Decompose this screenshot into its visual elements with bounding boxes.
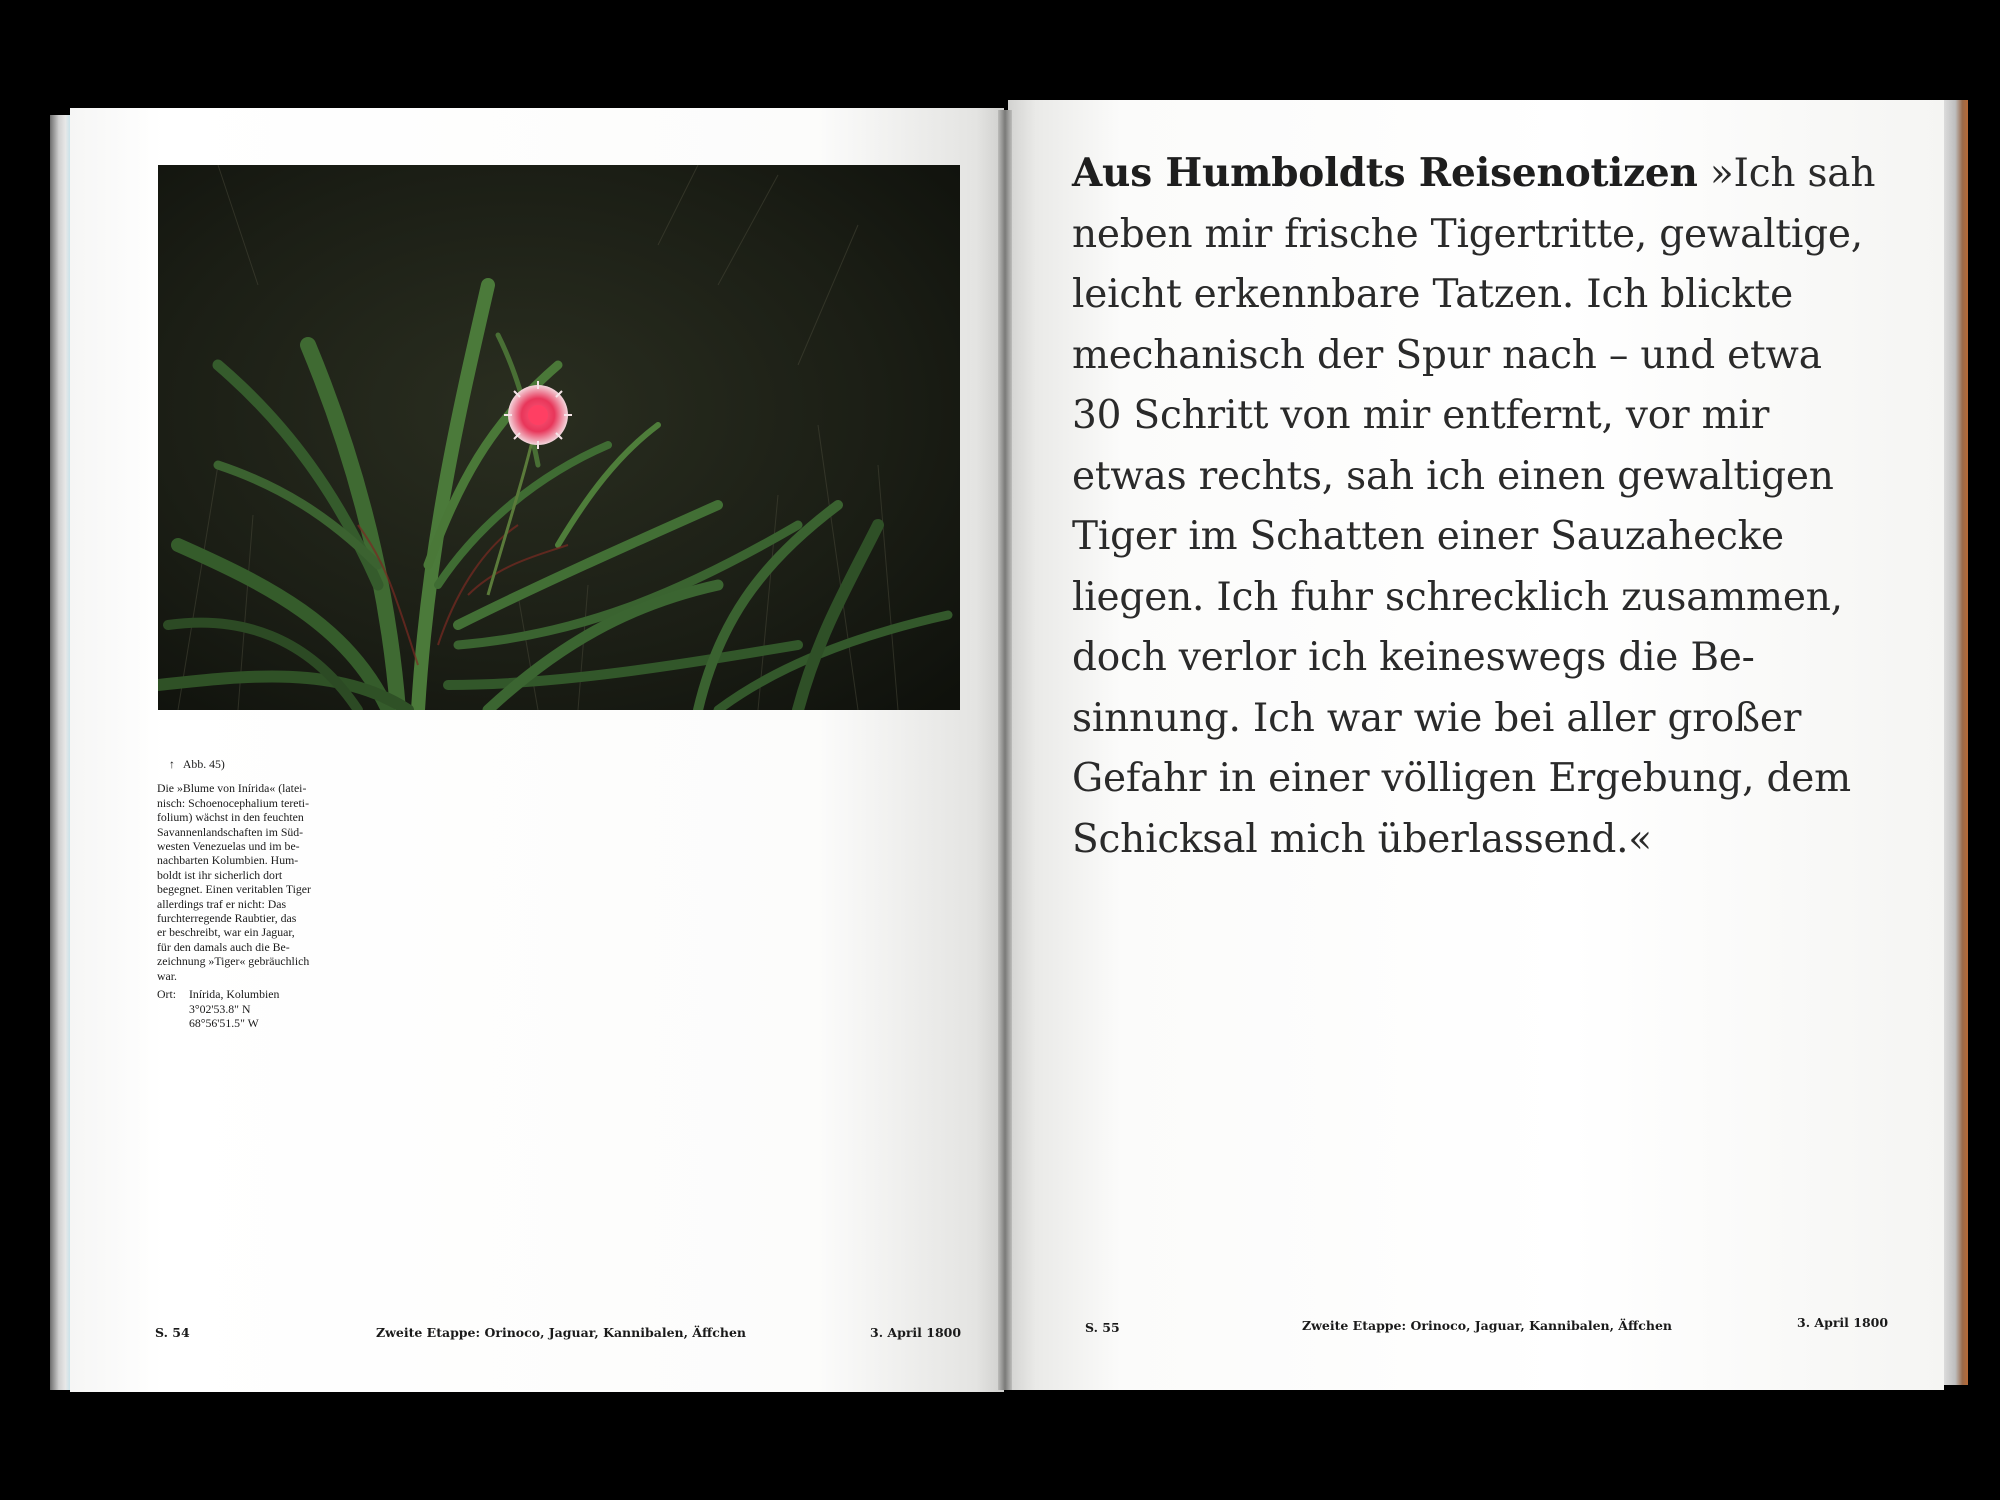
caption-line: allerdings traf er nicht: Das <box>157 896 287 911</box>
photo-caption <box>157 757 337 1030</box>
quote-heading: Aus Humboldts Reisenotizen <box>1072 150 1698 196</box>
quote-line: liegen. Ich fuhr schrecklich zusammen, <box>1072 574 1843 620</box>
quote-line: etwas rechts, sah ich einen gewaltigen <box>1072 453 1834 499</box>
quote-line: Schicksal mich überlassend.« <box>1072 816 1652 862</box>
flower-photo <box>158 165 960 710</box>
caption-line: nisch: Schoenocephalium tereti- <box>157 795 310 810</box>
location-values <box>189 987 279 1030</box>
location-label: Ort: <box>157 987 177 1002</box>
arrow-up-icon: ↑ <box>169 757 175 771</box>
quote-line: neben mir frische Tigertritte, gewaltige, <box>1072 211 1863 257</box>
quote-opening: »Ich sah <box>1697 151 1876 196</box>
left-date: 3. April 1800 <box>870 1325 962 1340</box>
caption-line: für den damals auch die Be- <box>157 939 290 954</box>
caption-line: zeichnung »Tiger« gebräuchlich <box>157 954 310 969</box>
book-gutter <box>998 110 1012 1390</box>
caption-line: westen Venezuelas und im be- <box>157 839 300 854</box>
location-longitude: 68°56'51.5" W <box>189 1015 259 1030</box>
quote-line: mechanisch der Spur nach – und etwa <box>1072 332 1822 378</box>
caption-line: boldt ist ihr sicherlich dort <box>157 867 283 882</box>
caption-line: begegnet. Einen veritablen Tiger <box>157 882 311 897</box>
quote-line: doch verlor ich keineswegs die Be- <box>1072 635 1755 680</box>
flower-photo-illustration <box>158 165 960 710</box>
figure-reference <box>157 757 337 771</box>
left-page-number: S. 54 <box>155 1325 190 1340</box>
page-stack-left-edge <box>50 115 72 1390</box>
quote-line: 30 Schritt von mir entfernt, vor mir <box>1072 393 1770 438</box>
caption-line: war. <box>157 968 177 983</box>
right-date: 3. April 1800 <box>1797 1315 1889 1330</box>
caption-line: furchterregende Raubtier, das <box>157 911 297 926</box>
caption-line: Die »Blume von Inírida« (latei- <box>157 781 307 796</box>
location-block <box>157 987 337 1030</box>
quote-line: leicht erkennbare Tatzen. Ich blickte <box>1072 272 1794 317</box>
right-chapter-title: Zweite Etappe: Orinoco, Jaguar, Kannibalen, Äffchen <box>1302 1318 1673 1333</box>
quote-first-line <box>1072 143 1912 205</box>
caption-line: Savannenlandschaften im Süd- <box>157 824 304 839</box>
figure-reference-label: Abb. 45) <box>182 757 225 771</box>
quote-line: sinnung. Ich war wie bei aller großer <box>1072 695 1802 741</box>
caption-body <box>157 781 337 983</box>
caption-line: nachbarten Kolumbien. Hum- <box>157 853 299 868</box>
right-page-number: S. 55 <box>1085 1320 1120 1335</box>
quote-line: Gefahr in einer völligen Ergebung, dem <box>1072 756 1851 801</box>
page-stack-right-edge <box>1940 100 1968 1385</box>
caption-line: folium) wächst in den feuchten <box>157 810 304 825</box>
caption-line: er beschreibt, war ein Jaguar, <box>157 925 295 940</box>
humboldt-quote <box>1072 143 1912 870</box>
left-chapter-title: Zweite Etappe: Orinoco, Jaguar, Kannibalen, Äffchen <box>376 1325 747 1340</box>
location-place: Inírida, Kolumbien <box>189 987 280 1002</box>
quote-line: Tiger im Schatten einer Sauzahecke <box>1072 514 1784 559</box>
location-latitude: 3°02'53.8" N <box>189 1001 251 1016</box>
